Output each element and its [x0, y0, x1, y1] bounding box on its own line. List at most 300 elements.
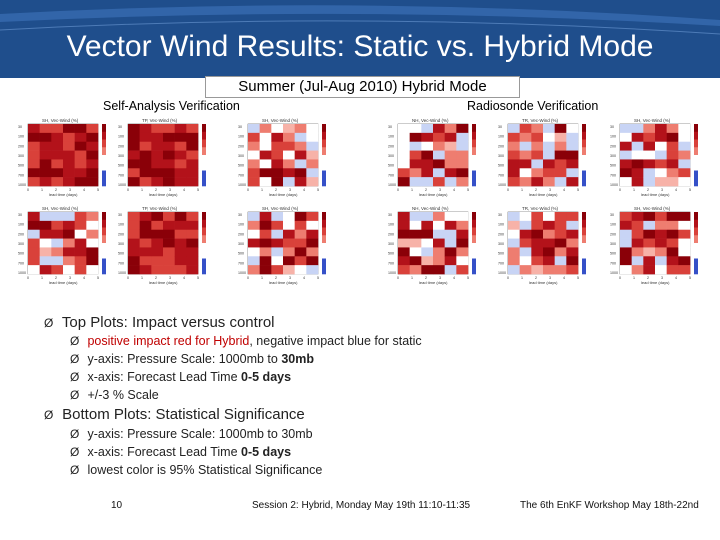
- left-top-plot-2-xtick: 5: [197, 188, 199, 192]
- right-top-plot-2-cell: [531, 124, 543, 133]
- right-top-plot-1-cell: [456, 177, 468, 186]
- right-top-plot-3-cell: [632, 159, 644, 168]
- left-bottom-plot-3-cell: [283, 230, 295, 239]
- right-top-plot-2-cell: [508, 151, 520, 160]
- left-bottom-plot-1-colorbar: [102, 243, 106, 251]
- left-top-plot-3-xtick: 2: [275, 188, 277, 192]
- right-top-plot-3-cell: [678, 177, 690, 186]
- right-bottom-plot-3-title: SH, Vec-Wind (%): [634, 206, 671, 211]
- right-bottom-plot-1-cell: [456, 247, 468, 256]
- left-bottom-plot-2-cell: [186, 256, 198, 265]
- left-bottom-plot-1-cell: [75, 256, 87, 265]
- right-bottom-plot-3-cell: [678, 247, 690, 256]
- right-bottom-plot-2-cell: [520, 230, 532, 239]
- left-top-plot-3-cell: [283, 142, 295, 151]
- left-bottom-plot-2-cell: [186, 265, 198, 274]
- arrow-bullet-icon: Ø: [70, 334, 80, 348]
- left-bottom-plot-1-cell: [40, 256, 52, 265]
- right-bottom-plot-3-colorbar: [694, 251, 698, 259]
- left-top-plot-3-cell: [260, 177, 272, 186]
- right-bottom-plot-3-cell: [632, 265, 644, 274]
- left-top-plot-1-cell: [75, 159, 87, 168]
- right-bottom-plot-2-cell: [566, 247, 578, 256]
- right-bottom-plot-1-cell: [398, 230, 410, 239]
- left-bottom-plot-2-cell: [163, 221, 175, 230]
- right-bottom-plot-1-cell: [445, 265, 457, 274]
- left-top-plot-2-cell: [186, 124, 198, 133]
- left-top-plot-2-cell: [175, 168, 187, 177]
- left-top-plot-1-ytick: 700: [18, 173, 24, 178]
- right-bottom-plot-3-ytick: 500: [610, 251, 616, 256]
- right-bottom-plot-3-cell: [655, 256, 667, 265]
- left-top-plot-1-cell: [40, 159, 52, 168]
- right-bottom-plot-2-xtick: 0: [507, 276, 509, 280]
- right-bottom-plot-3-cell: [620, 247, 632, 256]
- right-top-plot-1-cell: [421, 151, 433, 160]
- left-bottom-plot-2-cell: [140, 239, 152, 248]
- right-top-plot-2-cell: [508, 159, 520, 168]
- right-bottom-plot-2-cell: [520, 239, 532, 248]
- right-bottom-plot-2-cell: [508, 230, 520, 239]
- right-top-plot-1-ytick: 700: [388, 173, 394, 178]
- right-top-plot-1-cell: [445, 168, 457, 177]
- left-top-plot-3-ytick: 1000: [238, 183, 246, 187]
- left-bottom-plot-2-cell: [128, 256, 140, 265]
- right-bottom-plot-3-cell: [620, 256, 632, 265]
- left-top-plot-2-cell: [151, 142, 163, 151]
- right-top-plot-2-cell: [508, 133, 520, 142]
- right-bottom-plot-1-xtick: 3: [439, 276, 441, 280]
- right-bottom-plot-3-colorbar: [694, 259, 698, 267]
- left-bottom-plot-3-xtick: 4: [303, 276, 305, 280]
- right-top-plot-3-xtick: 2: [647, 188, 649, 192]
- right-bottom-plot-3-cell: [632, 230, 644, 239]
- right-bottom-plot-1-cell: [421, 221, 433, 230]
- left-top-plot-3-cell: [295, 168, 307, 177]
- right-bottom-plot-1-cell: [398, 256, 410, 265]
- right-bottom-plot-2-cell: [555, 230, 567, 239]
- left-bottom-plot-3-cell: [306, 247, 318, 256]
- right-top-plot-1-colorbar: [472, 171, 476, 179]
- left-top-plot-3-cell: [295, 177, 307, 186]
- left-top-plot-1-ytick: 1000: [18, 183, 26, 187]
- left-top-plot-2-ytick: 30: [118, 125, 122, 129]
- right-top-plot-1-cell: [456, 168, 468, 177]
- right-bottom-plot-1-cell: [410, 247, 422, 256]
- right-bottom-plot-1-cell: [410, 230, 422, 239]
- right-bottom-plot-1-cell: [456, 256, 468, 265]
- left-bottom-plot-1-cell: [63, 212, 75, 221]
- left-bottom-plot-1-xtick: 5: [97, 276, 99, 280]
- right-bottom-plot-3-cell: [678, 230, 690, 239]
- left-bottom-plot-3-cell: [271, 247, 283, 256]
- left-bottom-plot-2-ytick: 30: [118, 213, 122, 217]
- right-bottom-plot-2-cell: [520, 247, 532, 256]
- right-top-plot-2-cell: [566, 168, 578, 177]
- left-top-plot-1-cell: [63, 124, 75, 133]
- right-top-plot-1-cell: [410, 133, 422, 142]
- left-top-plot-1-cell: [63, 177, 75, 186]
- left-bottom-plot-3-colorbar: [322, 212, 326, 220]
- right-top-plot-1-cell: [398, 124, 410, 133]
- left-top-plot-3-cell: [295, 142, 307, 151]
- left-top-plot-3-cell: [283, 124, 295, 133]
- left-bottom-plot-3-cell: [306, 212, 318, 221]
- left-top-plot-2-cell: [186, 142, 198, 151]
- left-top-plot-1-cell: [86, 124, 98, 133]
- right-bottom-plot-3-cell: [643, 230, 655, 239]
- left-top-plot-2-cell: [175, 151, 187, 160]
- right-bottom-plot-2-ytick: 30: [498, 213, 502, 217]
- right-top-plot-1-cell: [456, 124, 468, 133]
- right-bottom-plot-1-title: NH, Vec-Wind (%): [412, 206, 449, 211]
- left-top-plot-3-cell: [271, 124, 283, 133]
- left-top-plot-1-cell: [40, 151, 52, 160]
- left-top-plot-2-ytick: 1000: [118, 183, 126, 187]
- left-bottom-plot-3-ytick: 500: [238, 251, 244, 256]
- left-bottom-plot-1-cell: [75, 239, 87, 248]
- right-top-plot-1-colorbar: [472, 132, 476, 140]
- right-top-plot-1-ytick: 300: [388, 154, 394, 158]
- left-bottom-plot-1-cell: [63, 247, 75, 256]
- right-bottom-plot-2-xtick: 3: [549, 276, 551, 280]
- right-top-plot-3-colorbar: [694, 140, 698, 148]
- left-top-plot-1-ytick: 30: [18, 125, 22, 129]
- left-bottom-plot-1-title: SH, Vec-Wind (%): [42, 206, 79, 211]
- right-bottom-plot-3-cell: [632, 256, 644, 265]
- right-bottom-plot-2-ytick: 100: [498, 222, 504, 227]
- left-top-plot-2-cell: [163, 142, 175, 151]
- right-bottom-plot-2-cell: [531, 247, 543, 256]
- left-top-plot-3-cell: [248, 133, 260, 142]
- left-bottom-plot-3-cell: [248, 247, 260, 256]
- left-top-plot-1-colorbar: [102, 132, 106, 140]
- right-top-plot-1-colorbar: [472, 163, 476, 171]
- left-bottom-plot-3-xtick: 2: [275, 276, 277, 280]
- right-bottom-plot-3-cell: [632, 239, 644, 248]
- right-top-plot-2-cell: [543, 168, 555, 177]
- left-top-plot-3-ytick: 300: [238, 154, 244, 158]
- right-bottom-plot-1-cell: [433, 256, 445, 265]
- right-top-plot-1-title: NH, Vec-Wind (%): [412, 118, 449, 123]
- left-top-plot-2-cell: [151, 159, 163, 168]
- left-top-plot-1-cell: [28, 133, 40, 142]
- left-bottom-plot-2-cell: [151, 221, 163, 230]
- left-bottom-plot-1-cell: [51, 256, 63, 265]
- right-bottom-plot-1-xtick: 2: [425, 276, 427, 280]
- left-top-plot-1-cell: [51, 168, 63, 177]
- right-bottom-plot-2-cell: [543, 239, 555, 248]
- left-top-plot-3-cell: [295, 151, 307, 160]
- right-top-plot-2-cell: [555, 151, 567, 160]
- left-top-plot-2-cell: [175, 177, 187, 186]
- right-top-plot-2-ytick: 100: [498, 134, 504, 139]
- right-bottom-plot-1-cell: [456, 212, 468, 221]
- left-bottom-plot-1-cell: [63, 221, 75, 230]
- right-bottom-plot-2-cell: [566, 256, 578, 265]
- left-top-plot-3-cell: [260, 142, 272, 151]
- bullet-top-item-1: Ø positive impact red for Hybrid, negative impact blue for static: [70, 334, 422, 348]
- right-top-plot-3-ytick: 30: [610, 125, 614, 129]
- left-top-plot-2-colorbar: [202, 178, 206, 186]
- bullet-top-item-4: Ø +/-3 % Scale: [70, 388, 159, 402]
- left-bottom-plot-3-cell: [260, 230, 272, 239]
- right-bottom-plot-3-cell: [667, 239, 679, 248]
- right-bottom-plot-2-cell: [508, 265, 520, 274]
- right-top-plot-3-cell: [678, 142, 690, 151]
- left-top-plot-3-cell: [283, 177, 295, 186]
- right-top-plot-3-cell: [632, 142, 644, 151]
- left-bottom-plot-3-cell: [283, 239, 295, 248]
- right-top-plot-3-ytick: 200: [610, 144, 616, 149]
- left-bottom-plot-3-cell: [271, 221, 283, 230]
- left-top-plot-3-cell: [271, 133, 283, 142]
- left-top-plot-3-cell: [283, 159, 295, 168]
- right-top-plot-1-cell: [421, 133, 433, 142]
- left-bottom-plot-3-cell: [260, 212, 272, 221]
- left-top-plot-2-cell: [140, 168, 152, 177]
- left-bottom-plot-1-cell: [28, 265, 40, 274]
- left-top-plot-3-ytick: 200: [238, 144, 244, 149]
- right-top-plot-1-xtick: 0: [397, 188, 399, 192]
- right-top-plot-2-cell: [555, 177, 567, 186]
- right-bottom-plot-3-cell: [655, 239, 667, 248]
- left-bottom-plot-1-cell: [63, 265, 75, 274]
- left-top-plot-1-colorbar: [102, 163, 106, 171]
- left-top-plot-1-cell: [51, 124, 63, 133]
- right-bottom-plot-1-cell: [421, 212, 433, 221]
- right-top-plot-1-xlabel: lead time (days): [419, 192, 448, 197]
- left-bottom-plot-2-cell: [186, 247, 198, 256]
- left-bottom-plot-2-cell: [140, 230, 152, 239]
- right-top-plot-3-cell: [620, 151, 632, 160]
- right-top-plot-3-cell: [632, 177, 644, 186]
- right-bottom-plot-3-cell: [678, 265, 690, 274]
- right-bottom-plot-3-ytick: 700: [610, 261, 616, 266]
- slide-title: Vector Wind Results: Static vs. Hybrid Mode: [66, 30, 654, 63]
- right-top-plot-2-cell: [531, 151, 543, 160]
- right-section-label: Radiosonde Verification: [467, 99, 599, 113]
- right-bottom-plot-1-cell: [445, 247, 457, 256]
- right-top-plot-3-xlabel: lead time (days): [641, 192, 670, 197]
- left-bottom-plot-2-title: TP, Vec-Wind (%): [142, 206, 178, 211]
- left-top-plot-3-cell: [306, 168, 318, 177]
- right-top-plot-2-cell: [543, 133, 555, 142]
- right-bottom-plot-3-xtick: 5: [689, 276, 691, 280]
- right-bottom-plot-1-cell: [421, 239, 433, 248]
- left-bottom-plot-2-cell: [186, 230, 198, 239]
- left-bottom-plot-1-cell: [86, 247, 98, 256]
- right-top-plot-1-cell: [398, 168, 410, 177]
- left-top-plot-1-cell: [86, 168, 98, 177]
- left-top-plot-3-cell: [248, 159, 260, 168]
- left-bottom-plot-2-ytick: 300: [118, 242, 124, 246]
- arrow-bullet-icon: Ø: [44, 408, 54, 422]
- left-bottom-plot-1-colorbar: [102, 228, 106, 236]
- right-top-plot-3-cell: [655, 142, 667, 151]
- right-bottom-plot-2-cell: [520, 265, 532, 274]
- right-top-plot-3-ytick: 1000: [610, 183, 618, 187]
- right-top-plot-3-cell: [655, 151, 667, 160]
- left-top-plot-2-cell: [128, 168, 140, 177]
- right-bottom-plot-2-cell: [508, 247, 520, 256]
- left-top-plot-1-cell: [75, 177, 87, 186]
- left-bottom-plot-2-cell: [151, 265, 163, 274]
- left-top-plot-1-cell: [63, 151, 75, 160]
- right-bottom-plot-2-cell: [508, 256, 520, 265]
- left-top-plot-2-cell: [140, 133, 152, 142]
- left-bottom-plot-1-xtick: 1: [41, 276, 43, 280]
- left-top-plot-2-cell: [128, 133, 140, 142]
- right-top-plot-1-cell: [421, 177, 433, 186]
- right-top-plot-1-xtick: 5: [467, 188, 469, 192]
- left-top-plot-3-colorbar: [322, 163, 326, 171]
- right-top-plot-1-colorbar: [472, 178, 476, 186]
- right-top-plot-1-cell: [456, 151, 468, 160]
- right-bottom-plot-3-cell: [643, 265, 655, 274]
- right-top-plot-2-cell: [555, 124, 567, 133]
- left-top-plot-3-cell: [306, 142, 318, 151]
- left-top-plot-2-cell: [186, 151, 198, 160]
- left-bottom-plot-3-colorbar: [322, 220, 326, 228]
- right-bottom-plot-3-ytick: 300: [610, 242, 616, 246]
- right-bottom-plot-2-colorbar: [582, 235, 586, 243]
- right-top-plot-3-cell: [655, 133, 667, 142]
- left-bottom-plot-3-xtick: 5: [317, 276, 319, 280]
- left-bottom-plot-2-cell: [151, 247, 163, 256]
- left-bottom-plot-1-cell: [40, 230, 52, 239]
- right-bottom-plot-1-cell: [445, 256, 457, 265]
- left-bottom-plot-3-cell: [271, 256, 283, 265]
- left-bottom-plot-3-cell: [306, 256, 318, 265]
- right-top-plot-1-cell: [433, 151, 445, 160]
- left-bottom-plot-3-cell: [306, 221, 318, 230]
- left-bottom-plot-3-cell: [248, 212, 260, 221]
- left-bottom-plot-1-cell: [63, 230, 75, 239]
- right-bottom-plot-2-cell: [508, 221, 520, 230]
- right-top-plot-2-colorbar: [582, 155, 586, 163]
- right-bottom-plot-2-cell: [555, 239, 567, 248]
- left-top-plot-3-cell: [295, 159, 307, 168]
- left-top-plot-2-cell: [128, 151, 140, 160]
- right-top-plot-1-cell: [445, 159, 457, 168]
- right-top-plot-3-cell: [655, 168, 667, 177]
- right-top-plot-3-cell: [678, 124, 690, 133]
- right-top-plot-3-colorbar: [694, 132, 698, 140]
- left-top-plot-1-cell: [28, 124, 40, 133]
- right-top-plot-3-cell: [620, 142, 632, 151]
- right-top-plot-3-colorbar: [694, 163, 698, 171]
- right-top-plot-3-cell: [632, 133, 644, 142]
- right-top-plot-2-cell: [520, 159, 532, 168]
- left-bottom-plot-2-cell: [128, 239, 140, 248]
- right-top-plot-1-cell: [410, 124, 422, 133]
- left-top-plot-3-cell: [306, 151, 318, 160]
- right-bottom-plot-1-cell: [410, 256, 422, 265]
- left-bottom-plot-2-xtick: 0: [127, 276, 129, 280]
- left-top-plot-3-cell: [248, 177, 260, 186]
- right-bottom-plot-1-ytick: 30: [388, 213, 392, 217]
- right-top-plot-2-colorbar: [582, 178, 586, 186]
- left-top-plot-1-cell: [75, 124, 87, 133]
- right-bottom-plot-1-cell: [398, 265, 410, 274]
- bullet-bottom-item-2: Ø x-axis: Forecast Lead Time 0-5 days: [70, 445, 292, 459]
- right-bottom-plot-1-colorbar: [472, 220, 476, 228]
- bullet-top-item-3: Ø x-axis: Forecast Lead Time 0-5 days: [70, 370, 292, 384]
- right-bottom-plot-1-xlabel: lead time (days): [419, 280, 448, 285]
- right-bottom-plot-2-cell: [520, 221, 532, 230]
- right-bottom-plot-3-colorbar: [694, 243, 698, 251]
- right-bottom-plot-2-xlabel: lead time (days): [529, 280, 558, 285]
- left-top-plot-2-xtick: 2: [155, 188, 157, 192]
- left-top-plot-2-ytick: 200: [118, 144, 124, 149]
- left-top-plot-2-cell: [128, 159, 140, 168]
- left-bottom-plot-2-cell: [163, 247, 175, 256]
- right-bottom-plot-3-cell: [678, 221, 690, 230]
- right-bottom-plot-3-xlabel: lead time (days): [641, 280, 670, 285]
- right-top-plot-3-cell: [655, 124, 667, 133]
- right-top-plot-1-xtick: 3: [439, 188, 441, 192]
- right-bottom-plot-2-colorbar: [582, 212, 586, 220]
- right-bottom-plot-1-ytick: 700: [388, 261, 394, 266]
- left-bottom-plot-2-cell: [151, 256, 163, 265]
- left-top-plot-1-cell: [51, 159, 63, 168]
- left-top-plot-1-cell: [86, 151, 98, 160]
- left-top-plot-3-colorbar: [322, 171, 326, 179]
- right-bottom-plot-1-xtick: 4: [453, 276, 455, 280]
- bullet-bottom-item-3: Ø lowest color is 95% Statistical Significance: [70, 463, 323, 477]
- left-top-plot-2-cell: [151, 168, 163, 177]
- left-bottom-plot-2-xtick: 4: [183, 276, 185, 280]
- left-bottom-plot-1-cell: [28, 239, 40, 248]
- left-bottom-plot-1-cell: [40, 239, 52, 248]
- right-top-plot-3-cell: [643, 142, 655, 151]
- left-top-plot-1-colorbar: [102, 124, 106, 132]
- right-bottom-plot-1-cell: [433, 239, 445, 248]
- left-top-plot-3-cell: [260, 124, 272, 133]
- left-top-plot-3-ytick: 700: [238, 173, 244, 178]
- left-top-plot-2-cell: [128, 124, 140, 133]
- right-bottom-plot-1-cell: [445, 230, 457, 239]
- right-bottom-plot-2-cell: [520, 256, 532, 265]
- left-bottom-plot-3-cell: [271, 265, 283, 274]
- left-bottom-plot-2-cell: [163, 256, 175, 265]
- left-bottom-plot-2-xtick: 1: [141, 276, 143, 280]
- right-bottom-plot-3-colorbar: [694, 220, 698, 228]
- right-bottom-plot-1-ytick: 300: [388, 242, 394, 246]
- right-bottom-plot-2-cell: [508, 212, 520, 221]
- right-top-plot-3-colorbar: [694, 171, 698, 179]
- left-top-plot-1-xtick: 2: [55, 188, 57, 192]
- left-top-plot-3-cell: [306, 177, 318, 186]
- left-bottom-plot-1-xtick: 2: [55, 276, 57, 280]
- right-top-plot-3-xtick: 3: [661, 188, 663, 192]
- right-bottom-plot-2-cell: [531, 256, 543, 265]
- left-bottom-plot-1-cell: [28, 247, 40, 256]
- right-bottom-plot-3-cell: [678, 256, 690, 265]
- left-bottom-plot-2-cell: [175, 230, 187, 239]
- right-top-plot-3-xtick: 4: [675, 188, 677, 192]
- right-top-plot-2-colorbar: [582, 124, 586, 132]
- left-bottom-plot-3-colorbar: [322, 259, 326, 267]
- right-bottom-plot-3-cell: [643, 256, 655, 265]
- left-top-plot-3-cell: [295, 133, 307, 142]
- right-bottom-plot-2-ytick: 1000: [498, 271, 506, 275]
- left-bottom-plot-1-cell: [75, 212, 87, 221]
- left-bottom-plot-2-cell: [140, 212, 152, 221]
- left-bottom-plot-3-xtick: 1: [261, 276, 263, 280]
- right-top-plot-1-colorbar: [472, 155, 476, 163]
